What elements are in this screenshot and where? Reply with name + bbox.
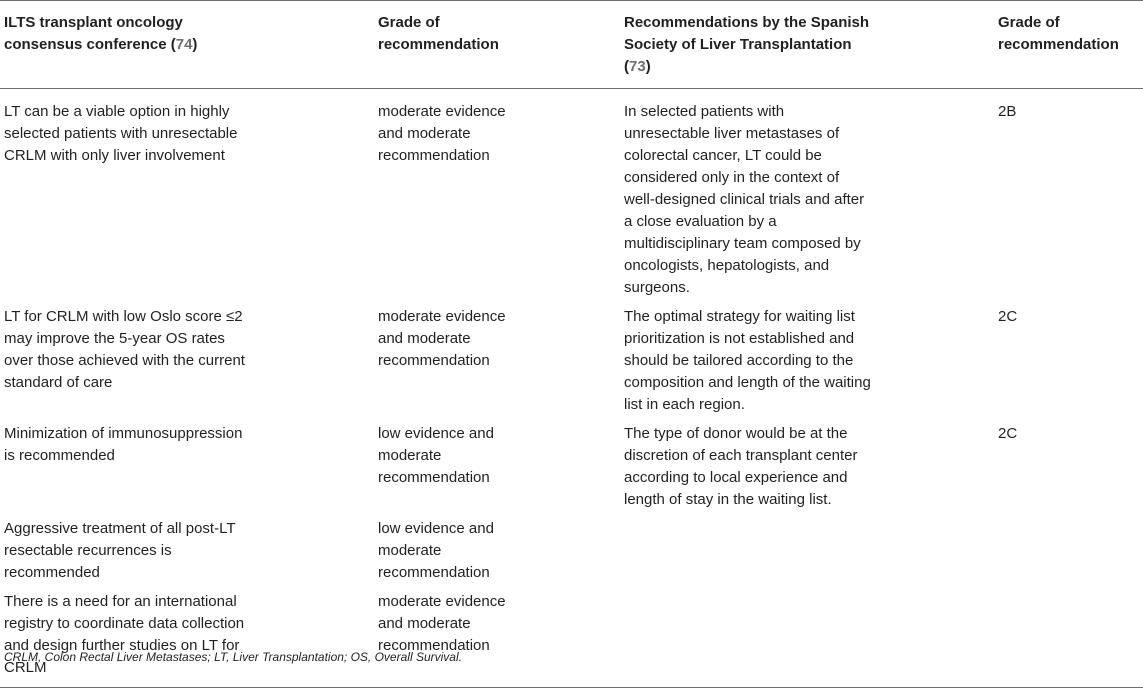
table-row xyxy=(0,516,1143,589)
header-ilts-text: ILTS transplant oncology consensus conference (74) xyxy=(4,14,198,53)
cell-spanish xyxy=(620,589,994,688)
cell-ilts-grade: moderate evidence and moderate recommendation xyxy=(378,103,506,164)
table-row xyxy=(0,589,1143,688)
cell-spanish: In selected patients with unresectable liver metastases of colorectal cancer, LT could be considered only in the context of well-designed clinical trials and after a close evaluation by a multidisciplinary team composed by oncologists, hepatologists, and surgeons. xyxy=(624,103,865,296)
cell-ilts-grade: moderate evidence and moderate recommendation xyxy=(374,589,620,688)
cell-ilts: LT can be a viable option in highly selected patients with unresectable CRLM with only liver involvement xyxy=(4,103,238,164)
table-row xyxy=(0,304,1143,421)
table-footnote: CRLM, Colon Rectal Liver Metastases; LT, Liver Transplantation; OS, Overall Survival. xyxy=(4,650,462,664)
cell-spanish: The optimal strategy for waiting list prioritization is not established and should be tailored according to the composition and length of the waiting list in each region. xyxy=(624,308,871,413)
cell-spanish xyxy=(620,516,994,589)
cell-spanish-grade xyxy=(994,516,1143,589)
cell-spanish-grade xyxy=(994,589,1143,688)
table-body xyxy=(0,89,1143,688)
cell-ilts: Minimization of immunosuppression is recommended xyxy=(4,425,243,464)
table-row xyxy=(0,89,1143,305)
cell-ilts-grade: moderate evidence and moderate recommendation xyxy=(378,308,506,369)
cell-spanish-grade: 2C xyxy=(998,308,1018,325)
cell-ilts-grade: low evidence and moderate recommendation xyxy=(378,520,494,581)
header-spanish xyxy=(620,1,994,89)
cell-ilts: There is a need for an international registry to coordinate data collection and design further studies on LT for CRLM xyxy=(0,589,374,688)
header-ilts xyxy=(0,1,374,89)
cell-ilts: LT for CRLM with low Oslo score ≤2 may improve the 5-year OS rates over those achieved with the current standard of care xyxy=(4,308,245,391)
table-header xyxy=(0,1,1143,89)
header-spanish-text: Recommendations by the Spanish Society of Liver Transplantation (73) xyxy=(624,14,870,75)
reference-link-73[interactable]: 73 xyxy=(629,58,646,75)
table-row xyxy=(0,421,1143,516)
reference-link-74[interactable]: 74 xyxy=(175,36,193,53)
cell-ilts: Aggressive treatment of all post-LT resectable recurrences is recommended xyxy=(4,520,236,581)
cell-spanish-grade: 2B xyxy=(998,103,1017,120)
header-spanish-grade: Grade of recommendation xyxy=(994,1,1143,89)
cell-spanish: The type of donor would be at the discretion of each transplant center according to local experience and length of stay in the waiting list. xyxy=(624,425,858,508)
cell-spanish-grade: 2C xyxy=(998,425,1018,442)
header-ilts-grade: Grade of recommendation xyxy=(374,1,620,89)
header-row xyxy=(0,1,1143,89)
cell-ilts-grade: low evidence and moderate recommendation xyxy=(378,425,494,486)
